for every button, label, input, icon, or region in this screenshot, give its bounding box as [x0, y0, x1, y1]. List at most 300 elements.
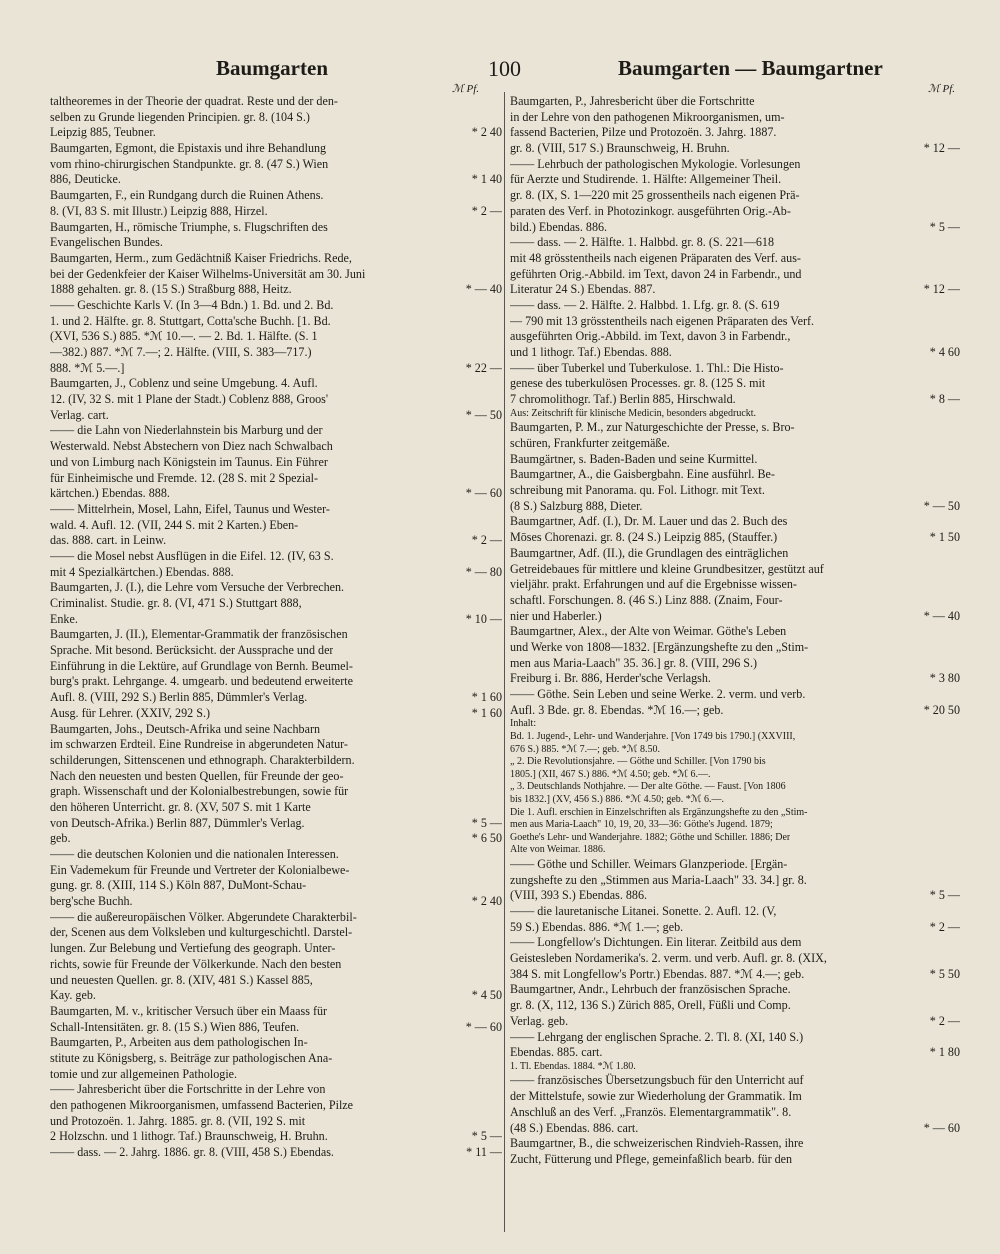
- entry-text: Kay. geb.: [50, 988, 96, 1003]
- entry-line: [510, 904, 960, 920]
- bibliography-entry: [50, 251, 502, 298]
- entry-text: in der Lehre von den pathogenen Mikroorganismen, um-: [510, 109, 785, 124]
- entry-text: schaftl. Forschungen. 8. (46 S.) Linz 888. (Znaim, Four-: [510, 592, 783, 607]
- bibliography-entry: [50, 847, 502, 910]
- bibliography-entry: [50, 910, 502, 1004]
- entry-line: [50, 910, 502, 926]
- entry-text: und Werke von 1808—1832. [Ergänzungshefte zu den „Stim-: [510, 639, 809, 654]
- entry-text: paraten des Verf. in Photozinkogr. ausgeführten Orig.-Ab-: [510, 203, 791, 218]
- entry-line: [510, 467, 960, 483]
- entry-text: —— die Mosel nebst Ausflügen in die Eifel. 12. (IV, 63 S.: [50, 548, 334, 563]
- entry-line: [50, 973, 502, 989]
- entry-line: [510, 1105, 960, 1121]
- entry-line: [510, 188, 960, 204]
- entry-line: [510, 345, 960, 361]
- entry-price: * 5 50: [929, 966, 960, 981]
- entry-text: 7 chromolithogr. Taf.) Berlin 885, Hirschwald.: [510, 392, 736, 407]
- entry-text: —— Jahresbericht über die Fortschritte in der Lehre von: [50, 1082, 326, 1097]
- entry-line: [50, 612, 502, 628]
- entry-line: [510, 267, 960, 283]
- entry-price: * 12 —: [923, 282, 960, 297]
- entry-text: —— die deutschen Kolonien und die nationalen Interessen.: [50, 847, 339, 861]
- entry-price: * — 50: [923, 498, 960, 513]
- entry-line: [510, 794, 960, 807]
- entry-line: [510, 1030, 960, 1046]
- entry-price: * 1 60: [471, 705, 502, 720]
- entry-text: tomie und zur allgemeinen Pathologie.: [50, 1066, 238, 1081]
- bibliography-entry: [510, 452, 960, 468]
- entry-line: [510, 1136, 960, 1152]
- entry-text: nier und Haberler.): [510, 608, 602, 623]
- entry-line: [50, 267, 502, 283]
- entry-line: [50, 345, 502, 361]
- entry-line: [50, 110, 502, 126]
- entry-text: Alte von Weimar. 1886.: [510, 844, 606, 856]
- entry-line: [50, 172, 502, 188]
- entry-text: —— dass. — 2. Jahrg. 1886. gr. 8. (VIII, 458 S.) Ebendas.: [50, 1145, 334, 1160]
- price-column-header-right: ℳ Pf.: [928, 83, 956, 95]
- entry-price: * 2 —: [929, 919, 960, 934]
- bibliography-entry: [50, 1082, 502, 1160]
- bibliography-entry: [510, 514, 960, 545]
- entry-text: 8. (VI, 83 S. mit Illustr.) Leipzig 888, Hirzel.: [50, 203, 268, 218]
- bibliography-entry: [50, 502, 502, 549]
- bibliography-entry: [50, 549, 502, 580]
- entry-text: —— die außereuropäischen Völker. Abgerundete Charakterbil-: [50, 909, 357, 924]
- entry-text: mit 4 Spezialkärtchen.) Ebendas. 888.: [50, 564, 234, 579]
- entry-text: Nach den neuesten und besten Quellen, für Freunde der geo-: [50, 768, 344, 783]
- entry-line: [510, 593, 960, 609]
- entry-line: [510, 1121, 960, 1137]
- entry-line: [50, 925, 502, 941]
- entry-text: —— Lehrbuch der pathologischen Mykologie. Vorlesungen: [510, 156, 801, 171]
- entry-line: [50, 753, 502, 769]
- entry-price: * 3 80: [929, 671, 960, 686]
- entry-line: [50, 863, 502, 879]
- entry-line: [510, 1045, 960, 1061]
- entry-line: [50, 376, 502, 392]
- entry-price: * 22 —: [465, 360, 502, 375]
- entry-line: [50, 690, 502, 706]
- entry-text: Baumgarten, Johs., Deutsch-Afrika und seine Nachbarn: [50, 721, 321, 736]
- entry-line: [50, 329, 502, 345]
- entry-price: * — 40: [465, 282, 502, 297]
- entry-line: [510, 546, 960, 562]
- entry-line: [510, 251, 960, 267]
- entry-text: —— Geschichte Karls V. (In 3—4 Bdn.) 1. Bd. und 2. Bd.: [50, 297, 334, 312]
- running-head-right: Baumgarten — Baumgartner: [618, 56, 883, 80]
- entry-text: —— Lehrgang der englischen Sprache. 2. Tl. 8. (XI, 140 S.): [510, 1029, 804, 1044]
- bibliography-note: [510, 408, 960, 421]
- entry-price: * 8 —: [929, 392, 960, 407]
- entry-price: * 4 50: [471, 988, 502, 1003]
- entry-line: [510, 94, 960, 110]
- entry-text: men aus Maria-Laach" 10, 19, 20, 33—36: Göthe's Jugend. 1879;: [510, 819, 773, 831]
- entry-line: [50, 1020, 502, 1036]
- entry-text: stitute zu Königsberg, s. Beiträge zur pathologischen Ana-: [50, 1050, 333, 1065]
- bibliography-entry: [510, 904, 960, 935]
- entry-line: [510, 420, 960, 436]
- entry-text: bei der Gedenkfeier der Kaiser Wilhelms-Universität am 30. Juni: [50, 266, 366, 281]
- entry-text: Aus: Zeitschrift für klinische Medicin, besonders abgedruckt.: [510, 407, 757, 419]
- entry-text: graph. Wissenschaft und der Kolonialbestrebungen, sowie für: [50, 784, 349, 799]
- entry-text: 1. Tl. Ebendas. 1884. *ℳ 1.80.: [510, 1060, 636, 1072]
- entry-text: berg'sche Buchh.: [50, 894, 133, 909]
- entry-line: [50, 392, 502, 408]
- entry-text: Schall-Intensitäten. gr. 8. (15 S.) Wien 886, Teufen.: [50, 1019, 300, 1034]
- entry-text: (VIII, 393 S.) Ebendas. 886.: [510, 888, 648, 903]
- entry-line: [510, 1089, 960, 1105]
- entry-line: [510, 235, 960, 251]
- entry-line: [50, 298, 502, 314]
- entry-text: 1805.] (XII, 467 S.) 886. *ℳ 4.50; geb. *ℳ 6.—.: [510, 768, 711, 780]
- entry-text: kärtchen.) Ebendas. 888.: [50, 486, 170, 501]
- entry-line: [50, 1129, 502, 1145]
- entry-text: bis 1832.] (XV, 456 S.) 886. *ℳ 4.50; geb. *ℳ 6.—.: [510, 793, 724, 805]
- bibliography-note: [510, 1061, 960, 1074]
- entry-text: Baumgartner, Andr., Lehrbuch der französischen Sprache.: [510, 982, 791, 997]
- entry-text: Baumgarten, J., Coblenz und seine Umgebung. 4. Aufl.: [50, 376, 318, 391]
- entry-line: [50, 1145, 502, 1161]
- entry-text: Baumgarten, J. (II.), Elementar-Grammatik der französischen: [50, 627, 348, 642]
- entry-line: [50, 94, 502, 110]
- entry-line: [50, 502, 502, 518]
- running-head-left: Baumgarten: [216, 56, 328, 80]
- entry-line: [50, 674, 502, 690]
- bibliography-entry: [510, 157, 960, 235]
- bibliography-entry: [510, 982, 960, 1029]
- entry-line: [50, 533, 502, 549]
- entry-text: Inhalt:: [510, 718, 537, 730]
- entry-line: [510, 1061, 960, 1074]
- entry-line: [510, 888, 960, 904]
- entry-line: [510, 314, 960, 330]
- entry-text: Literatur 24 S.) Ebendas. 887.: [510, 282, 656, 297]
- entry-text: (48 S.) Ebendas. 886. cart.: [510, 1120, 639, 1135]
- entry-line: [50, 957, 502, 973]
- entry-text: Westerwald. Nebst Abstechern von Diez nach Schwalbach: [50, 439, 333, 454]
- bibliography-entry: [50, 627, 502, 721]
- bibliography-entry: [50, 94, 502, 141]
- entry-line: [50, 737, 502, 753]
- entry-line: [510, 392, 960, 408]
- entry-text: vom rhino-chirurgischen Standpunkte. gr. 8. (47 S.) Wien: [50, 156, 329, 171]
- entry-line: [510, 514, 960, 530]
- entry-line: [510, 110, 960, 126]
- entry-line: [50, 580, 502, 596]
- entry-line: [510, 436, 960, 452]
- entry-text: und 1 lithogr. Taf.) Ebendas. 888.: [510, 345, 672, 359]
- entry-line: [510, 483, 960, 499]
- entry-text: Freiburg i. Br. 886, Herder'sche Verlagsh.: [510, 671, 711, 686]
- entry-line: [510, 998, 960, 1014]
- entry-line: [510, 781, 960, 794]
- entry-line: [50, 769, 502, 785]
- entry-price: * — 50: [465, 407, 502, 422]
- entry-text: 886, Deuticke.: [50, 172, 121, 187]
- entry-text: Verlag. cart.: [50, 407, 109, 422]
- entry-line: [50, 706, 502, 722]
- entry-line: [50, 1098, 502, 1114]
- entry-text: und neuesten Quellen. gr. 8. (XIV, 481 S.) Kassel 885,: [50, 972, 313, 987]
- entry-line: [50, 282, 502, 298]
- entry-line: [510, 577, 960, 593]
- entry-text: geführten Orig.-Abbild. im Text, davon 24 in Farbendr., und: [510, 266, 802, 281]
- entry-text: mit 48 grösstentheils nach eigenen Präparaten des Verf. aus-: [510, 250, 801, 265]
- entry-line: [50, 1114, 502, 1130]
- entry-text: Baumgarten, J. (I.), die Lehre vom Versuche der Verbrechen.: [50, 580, 345, 595]
- entry-price: * 10 —: [465, 611, 502, 626]
- entry-text: Ebendas. 885. cart.: [510, 1045, 603, 1060]
- entry-price: * 2 40: [471, 894, 502, 909]
- entry-text: wald. 4. Aufl. 12. (VII, 244 S. mit 2 Karten.) Eben-: [50, 517, 299, 532]
- bibliography-entry: [50, 1004, 502, 1035]
- entry-price: * 5 —: [929, 219, 960, 234]
- entry-text: Baumgärtner, s. Baden-Baden und seine Kurmittel.: [510, 451, 758, 466]
- entry-text: lungen. Zur Belebung und Vertiefung des geograph. Unter-: [50, 941, 336, 956]
- entry-line: [50, 518, 502, 534]
- bibliography-entry: [510, 687, 960, 718]
- bibliography-entry: [50, 298, 502, 376]
- bibliography-entry: [50, 580, 502, 627]
- entry-text: Aufl. 8. (VIII, 292 S.) Berlin 885, Dümmler's Verlag.: [50, 690, 308, 705]
- entry-price: * 5 —: [929, 888, 960, 903]
- entry-text: „ 2. Die Revolutionsjahre. — Göthe und Schiller. [Von 1790 bis: [510, 756, 766, 768]
- entry-text: Baumgartner, B., die schweizerischen Rindvieh-Rassen, ihre: [510, 1136, 804, 1151]
- entry-price: * — 60: [465, 486, 502, 501]
- entry-line: [510, 1152, 960, 1168]
- entry-line: [50, 141, 502, 157]
- entry-text: Baumgarten, Egmont, die Epistaxis und ihre Behandlung: [50, 141, 327, 156]
- entry-line: [50, 816, 502, 832]
- entry-line: [50, 565, 502, 581]
- entry-line: [50, 988, 502, 1004]
- entry-text: bild.) Ebendas. 886.: [510, 219, 608, 234]
- entry-text: ausgeführten Orig.-Abbild. im Text, davon 3 in Farbendr.,: [510, 329, 791, 344]
- entry-line: [510, 298, 960, 314]
- entry-line: [50, 455, 502, 471]
- entry-text: Anschluß an des Verf. „Französ. Elementargrammatik". 8.: [510, 1104, 792, 1119]
- entry-text: 2 Holzschn. und 1 lithogr. Taf.) Braunschweig, H. Bruhn.: [50, 1129, 328, 1144]
- entry-text: 888. *ℳ 5.—.]: [50, 360, 125, 375]
- entry-text: 1888 gehalten. gr. 8. (15 S.) Straßburg 888, Heitz.: [50, 282, 292, 297]
- entry-line: [510, 807, 960, 820]
- right-column: [510, 94, 960, 1168]
- entry-line: [510, 857, 960, 873]
- entry-line: [510, 731, 960, 744]
- entry-text: Zucht, Fütterung und Pflege, gemeinfaßlich bearb. für den: [510, 1151, 793, 1166]
- entry-line: [510, 562, 960, 578]
- bibliography-entry: [50, 188, 502, 219]
- entry-price: * 6 50: [471, 831, 502, 846]
- entry-line: [510, 640, 960, 656]
- entry-text: Ein Vademekum für Freunde und Vertreter der Kolonialbewe-: [50, 862, 350, 877]
- entry-text: —— die lauretanische Litanei. Sonette. 2. Aufl. 12. (V,: [510, 904, 777, 918]
- entry-text: gr. 8. (IX, S. 1—220 mit 25 grossentheils nach eigenen Prä-: [510, 188, 800, 203]
- entry-line: [50, 643, 502, 659]
- page-number: 100: [488, 56, 521, 81]
- entry-text: und von Limburg nach Königstein im Taunus. Ein Führer: [50, 454, 328, 469]
- entry-text: Bd. 1. Jugend-, Lehr- und Wanderjahre. [Von 1749 bis 1790.] (XXVIII,: [510, 731, 796, 742]
- entry-text: gung. gr. 8. (XIII, 114 S.) Köln 887, DuMont-Schau-: [50, 878, 307, 893]
- bibliography-entry: [510, 935, 960, 982]
- entry-text: Evangelischen Bundes.: [50, 235, 163, 250]
- bibliography-entry: [50, 1035, 502, 1082]
- entry-price: * — 80: [465, 564, 502, 579]
- entry-text: —— Göthe und Schiller. Weimars Glanzperiode. [Ergän-: [510, 856, 788, 871]
- entry-text: Baumgarten, P., Arbeiten aus dem pathologischen In-: [50, 1035, 308, 1050]
- entry-text: und Protozoën. 1. Jahrg. 1885. gr. 8. (VII, 192 S. mit: [50, 1113, 306, 1128]
- entry-line: [510, 982, 960, 998]
- bibliography-entry: [510, 298, 960, 361]
- entry-text: genese des tuberkulösen Processes. gr. 8. (125 S. mit: [510, 376, 766, 391]
- entry-text: zungshefte zu den „Stimmen aus Maria-Laach" 33. 34.] gr. 8.: [510, 872, 807, 887]
- entry-line: [50, 800, 502, 816]
- entry-line: [50, 722, 502, 738]
- entry-price: * 1 50: [929, 530, 960, 545]
- entry-price: * 1 80: [929, 1045, 960, 1060]
- entry-text: 12. (IV, 32 S. mit 1 Plane der Stadt.) Coblenz 888, Groos': [50, 392, 329, 407]
- entry-text: den höheren Unterricht. gr. 8. (XV, 507 S. mit 1 Karte: [50, 799, 311, 814]
- entry-line: [50, 627, 502, 643]
- entry-text: „ 3. Deutschlands Nothjahre. — Der alte Göthe. — Faust. [Von 1806: [510, 781, 786, 793]
- entry-line: [50, 486, 502, 502]
- entry-line: [510, 935, 960, 951]
- bibliography-entry: [510, 1136, 960, 1167]
- bibliography-entry: [510, 235, 960, 298]
- entry-price: * 11 —: [466, 1145, 502, 1160]
- entry-line: [510, 530, 960, 546]
- bibliography-entry: [50, 376, 502, 423]
- entry-text: geb.: [50, 831, 71, 846]
- entry-text: —— Longfellow's Dichtungen. Ein literar. Zeitbild aus dem: [510, 935, 802, 950]
- entry-line: [50, 1082, 502, 1098]
- entry-line: [510, 157, 960, 173]
- entry-price: * 2 —: [471, 533, 502, 548]
- entry-text: im schwarzen Erdteil. Eine Rundreise in abgerundeten Natur-: [50, 737, 348, 752]
- entry-text: —— über Tuberkel und Tuberkulose. 1. Thl.: Die Histo-: [510, 360, 784, 375]
- entry-line: [50, 408, 502, 424]
- entry-text: gr. 8. (VIII, 517 S.) Braunschweig, H. Bruhn.: [510, 141, 730, 156]
- entry-text: Aufl. 3 Bde. gr. 8. Ebendas. *ℳ 16.—; geb.: [510, 702, 724, 717]
- entry-line: [510, 282, 960, 298]
- entry-text: Mōses Chorenazi. gr. 8. (24 S.) Leipzig 885, (Stauffer.): [510, 530, 778, 545]
- entry-text: — 790 mit 13 grösstentheils nach eigenen Präparaten des Verf.: [510, 313, 815, 328]
- entry-text: 1. und 2. Hälfte. gr. 8. Stuttgart, Cotta'sche Buchh. [1. Bd.: [50, 313, 331, 328]
- bibliography-entry: [510, 420, 960, 451]
- bibliography-entry: [510, 1030, 960, 1061]
- entry-price: * — 60: [465, 1019, 502, 1034]
- entry-text: Baumgarten, P. M., zur Naturgeschichte der Presse, s. Bro-: [510, 420, 795, 435]
- entry-text: Baumgarten, M. v., kritischer Versuch über ein Maass für: [50, 1003, 328, 1018]
- entry-text: (XVI, 536 S.) 885. *ℳ 10.—. — 2. Bd. 1. Hälfte. (S. 1: [50, 329, 318, 344]
- entry-price: * — 40: [923, 608, 960, 623]
- entry-line: [50, 1035, 502, 1051]
- entry-text: Ausg. für Lehrer. (XXIV, 292 S.): [50, 705, 210, 720]
- entry-line: [510, 873, 960, 889]
- entry-line: [50, 1067, 502, 1083]
- bibliography-entry: [50, 141, 502, 188]
- entry-line: [510, 624, 960, 640]
- entry-text: Baumgartner, A., die Gaisbergbahn. Eine ausführl. Be-: [510, 467, 775, 482]
- entry-line: [510, 452, 960, 468]
- entry-price: * — 60: [923, 1120, 960, 1135]
- entry-line: [510, 141, 960, 157]
- entry-text: Baumgarten, Herm., zum Gedächtniß Kaiser Friedrichs. Rede,: [50, 250, 352, 265]
- entry-line: [510, 656, 960, 672]
- entry-text: Geistesleben Nordamerika's. 2. verm. und verb. Aufl. gr. 8. (XIX,: [510, 951, 827, 966]
- entry-price: * 12 —: [923, 141, 960, 156]
- entry-text: gr. 8. (X, 112, 136 S.) Zürich 885, Orell, Füßli und Comp.: [510, 998, 791, 1013]
- entry-text: Baumgartner, Alex., der Alte von Weimar. Göthe's Leben: [510, 624, 787, 639]
- entry-line: [50, 847, 502, 863]
- entry-line: [50, 235, 502, 251]
- entry-text: Baumgarten, P., Jahresbericht über die Fortschritte: [510, 94, 755, 108]
- entry-line: [50, 596, 502, 612]
- entry-price: * 1 40: [471, 172, 502, 187]
- left-column: [50, 94, 502, 1161]
- bibliography-entry: [50, 722, 502, 848]
- entry-price: * 2 40: [471, 125, 502, 140]
- entry-text: 676 S.) 885. *ℳ 7.—; geb. *ℳ 8.50.: [510, 743, 660, 755]
- entry-line: [50, 659, 502, 675]
- entry-line: [510, 769, 960, 782]
- bibliography-entry: [50, 220, 502, 251]
- entry-price: * 2 —: [929, 1013, 960, 1028]
- bibliography-entry: [510, 467, 960, 514]
- entry-line: [50, 423, 502, 439]
- entry-text: Getreidebaues für mittlere und kleine Grundbesitzer, gestützt auf: [510, 561, 824, 576]
- entry-line: [510, 671, 960, 687]
- bibliography-entry: [510, 361, 960, 408]
- entry-text: Baumgartner, Adf. (I.), Dr. M. Lauer und das 2. Buch des: [510, 514, 788, 529]
- entry-price: * 20 50: [923, 702, 960, 717]
- entry-line: [510, 172, 960, 188]
- entry-line: [50, 314, 502, 330]
- entry-line: [510, 220, 960, 236]
- entry-line: [510, 609, 960, 625]
- entry-text: Goethe's Lehr- und Wanderjahre. 1882; Göthe und Schiller. 1886; Der: [510, 831, 791, 843]
- entry-line: [510, 204, 960, 220]
- entry-text: (8 S.) Salzburg 888, Dieter.: [510, 498, 643, 513]
- bibliography-entry: [510, 857, 960, 904]
- entry-line: [510, 718, 960, 731]
- entry-line: [510, 703, 960, 719]
- entry-line: [510, 951, 960, 967]
- entry-line: [50, 1051, 502, 1067]
- entry-text: Einführung in die Lektüre, auf Grundlage von Bernh. Beumel-: [50, 658, 353, 673]
- entry-text: Baumgarten, F., ein Rundgang durch die Ruinen Athens.: [50, 188, 324, 203]
- entry-text: fassend Bacterien, Pilze und Protozoën. 3. Jahrg. 1887.: [510, 125, 777, 140]
- entry-line: [50, 125, 502, 141]
- entry-text: für Aerzte und Studirende. 1. Hälfte: Allgemeiner Theil.: [510, 172, 782, 187]
- entry-text: —382.) 887. *ℳ 7.—; 2. Hälfte. (VIII, S. 383—717.): [50, 345, 312, 359]
- entry-line: [50, 831, 502, 847]
- entry-text: Verlag. geb.: [510, 1013, 569, 1028]
- entry-line: [510, 361, 960, 377]
- entry-price: * 5 —: [471, 1129, 502, 1144]
- entry-text: 59 S.) Ebendas. 886. *ℳ 1.—; geb.: [510, 919, 684, 934]
- entry-line: [510, 1014, 960, 1030]
- entry-text: selben zu Grunde liegenden Principien. gr. 8. (104 S.): [50, 109, 310, 124]
- entry-line: [510, 744, 960, 757]
- entry-line: [510, 125, 960, 141]
- entry-text: Sprache. Mit besond. Berücksicht. der Aussprache und der: [50, 643, 334, 658]
- entry-price: * 2 —: [471, 203, 502, 218]
- entry-text: Enke.: [50, 611, 78, 626]
- entry-text: —— französisches Übersetzungsbuch für den Unterricht auf: [510, 1073, 804, 1088]
- entry-line: [510, 920, 960, 936]
